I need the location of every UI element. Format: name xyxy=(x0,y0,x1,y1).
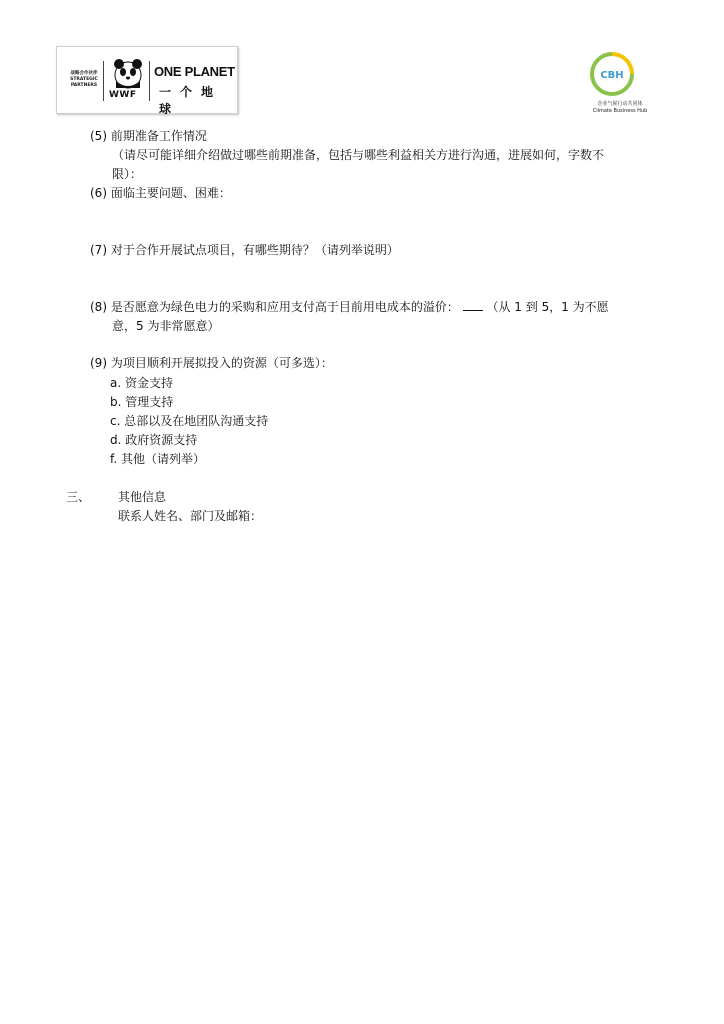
item-5-title: (5) 前期准备工作情况 xyxy=(90,129,207,143)
wwf-wordmark: WWF xyxy=(109,90,137,100)
cbh-cn-label: 企业气候行动共同体 xyxy=(597,101,643,107)
cbh-logo-icon xyxy=(588,50,636,98)
option-item: a. 资金支持 xyxy=(110,376,173,390)
item-6: (6) 面临主要问题、困难： xyxy=(90,186,231,200)
wwf-one-planet-logo xyxy=(56,46,238,114)
cbh-logo-text: CBH xyxy=(600,70,624,81)
item-5-desc: （请尽可能详细介绍做过哪些前期准备，包括与哪些利益相关方进行沟通，进展如何，字数不 xyxy=(112,148,605,162)
divider xyxy=(149,61,150,101)
contact-label: 联系人姓名、部门及邮箱： xyxy=(118,509,263,523)
option-item: c. 总部以及在地团队沟通支持 xyxy=(110,414,269,428)
item-8-scale: （从 1 到 5，1 为不愿 xyxy=(486,300,609,314)
item-7: (7) 对于合作开展试点项目，有哪些期待？（请列举说明） xyxy=(90,243,399,257)
item-8-scale-cont: 意，5 为非常愿意） xyxy=(112,319,220,333)
section-3-number: 三、 xyxy=(66,490,91,504)
strategic-partners-label: 战略合作伙伴 STRATEGIC PARTNERS xyxy=(70,71,98,88)
one-planet-cn: 一个地球 xyxy=(159,85,223,116)
cbh-en-label: Climate Business Hub xyxy=(592,108,648,114)
option-item: d. 政府资源支持 xyxy=(110,433,198,447)
item-9: (9) 为项目顺利开展拟投入的资源（可多选）： xyxy=(90,356,333,370)
option-item: b. 管理支持 xyxy=(110,395,174,409)
item-8-question: (8) 是否愿意为绿色电力的采购和应用支付高于目前用电成本的溢价： xyxy=(90,300,459,314)
item-8 xyxy=(90,298,609,316)
item-5-desc-cont: 限）： xyxy=(112,167,143,181)
one-planet-wordmark: ONE PLANET xyxy=(154,64,235,79)
panda-icon xyxy=(110,57,146,89)
divider xyxy=(103,61,104,101)
item-8-blank xyxy=(463,298,483,311)
section-3-title: 其他信息 xyxy=(118,490,167,504)
option-item: f. 其他（请列举） xyxy=(110,452,205,466)
